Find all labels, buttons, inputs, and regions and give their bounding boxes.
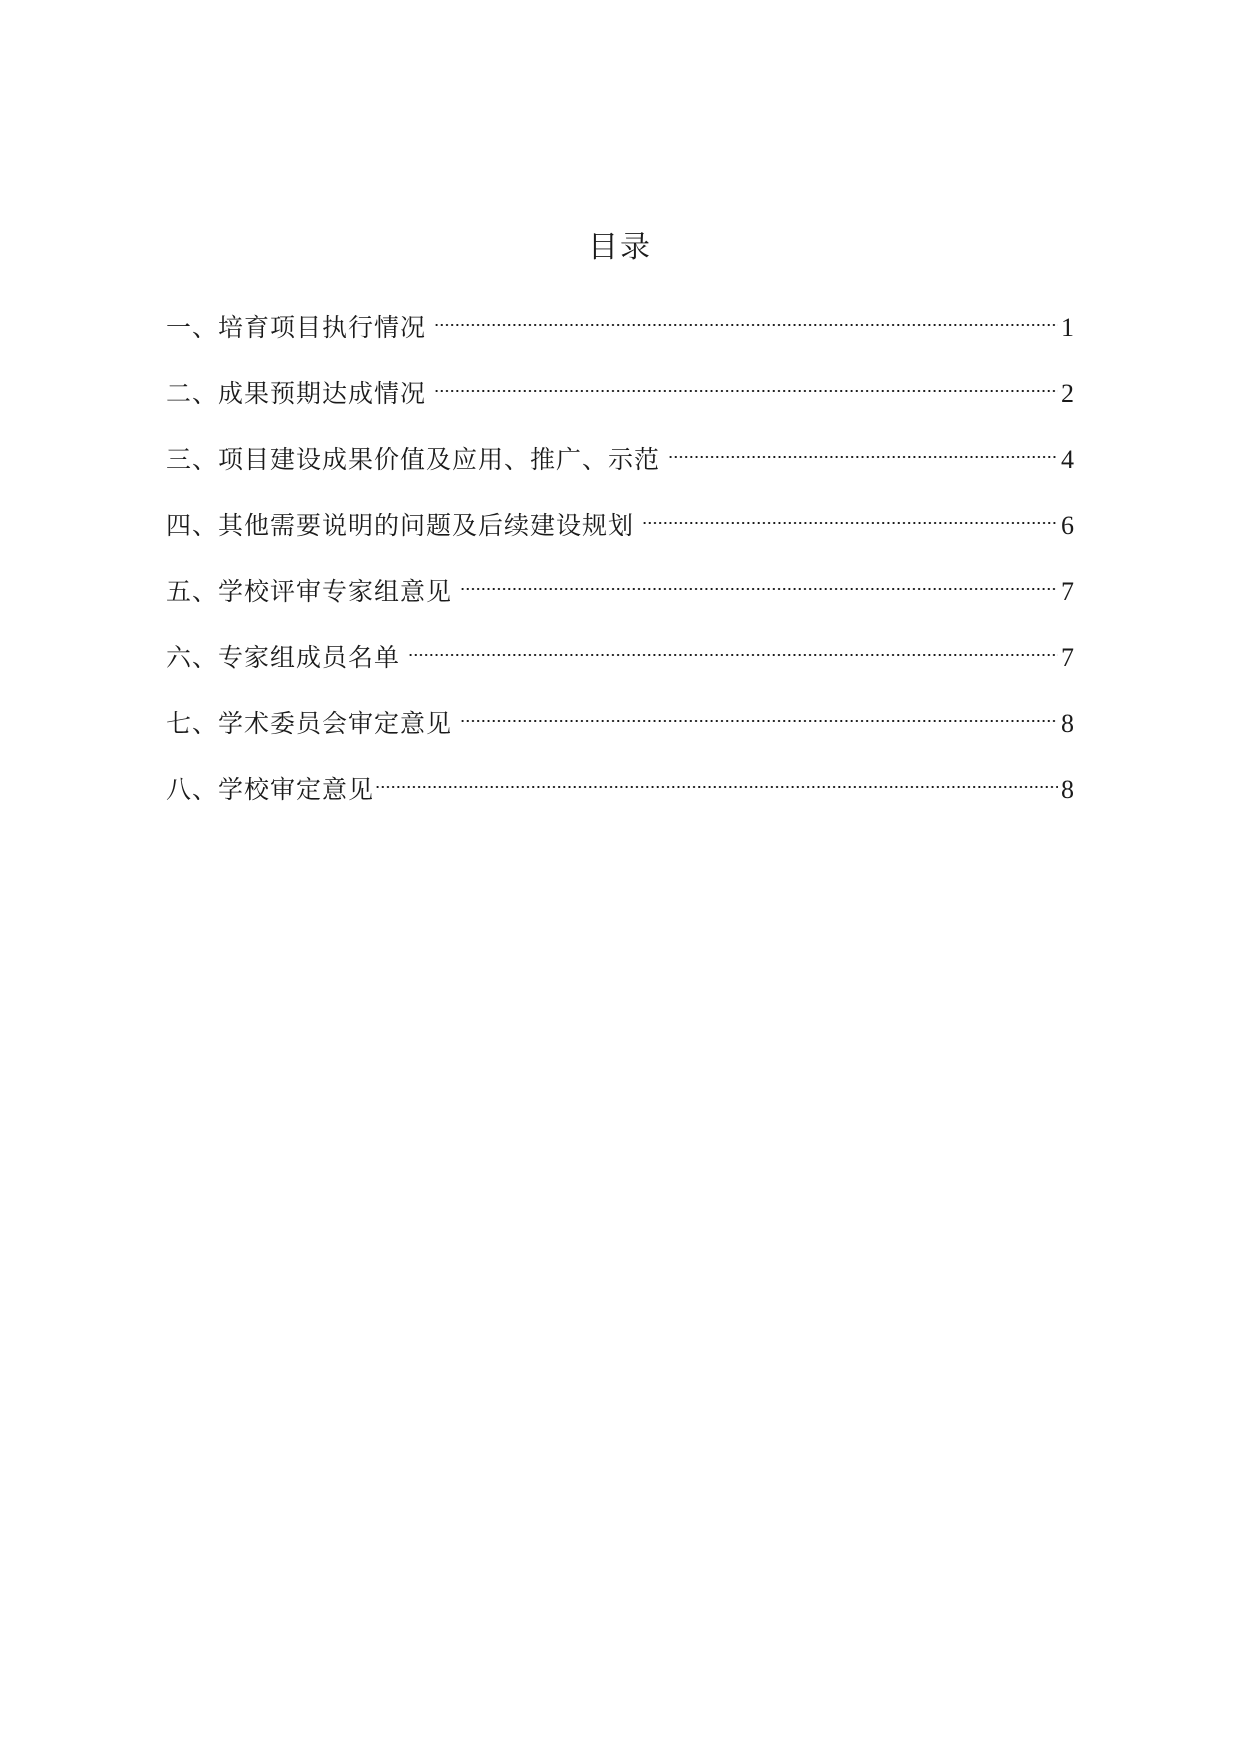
toc-entry-label: 一、培育项目执行情况 (166, 313, 427, 342)
toc-entry-7[interactable] (166, 692, 1074, 758)
toc-entry-6[interactable] (166, 626, 1074, 692)
toc-list (166, 296, 1074, 824)
toc-entry-label: 二、成果预期达成情况 (166, 379, 427, 408)
toc-entry-label: 四、其他需要说明的问题及后续建设规划 (166, 511, 635, 540)
toc-page-number: 7 (1061, 577, 1074, 606)
toc-dot-leader (434, 296, 1058, 336)
toc-dot-leader (434, 362, 1058, 402)
toc-entry-4[interactable] (166, 494, 1074, 560)
toc-page-number: 8 (1061, 709, 1074, 738)
toc-entry-label: 三、项目建设成果价值及应用、推广、示范 (166, 445, 661, 474)
toc-dot-leader (408, 626, 1058, 666)
toc-entry-2[interactable] (166, 362, 1074, 428)
toc-entry-1[interactable] (166, 296, 1074, 362)
toc-entry-label: 八、学校审定意见 (166, 775, 375, 804)
toc-dot-leader (460, 692, 1058, 732)
toc-page-number: 4 (1061, 445, 1074, 474)
toc-page-number: 7 (1061, 643, 1074, 672)
toc-page-number: 8 (1061, 775, 1074, 804)
toc-page-number: 6 (1061, 511, 1074, 540)
toc-entry-label: 六、专家组成员名单 (166, 643, 401, 672)
toc-title: 目录 (588, 230, 652, 265)
toc-dot-leader (642, 494, 1058, 534)
toc-entry-3[interactable] (166, 428, 1074, 494)
toc-entry-8[interactable] (166, 758, 1074, 824)
toc-entry-label: 五、学校评审专家组意见 (166, 577, 453, 606)
toc-page-number: 2 (1061, 379, 1074, 408)
toc-dot-leader (668, 428, 1058, 468)
toc-page-number: 1 (1061, 313, 1074, 342)
toc-dot-leader (375, 758, 1058, 798)
toc-entry-label: 七、学术委员会审定意见 (166, 709, 453, 738)
toc-dot-leader (460, 560, 1058, 600)
toc-entry-5[interactable] (166, 560, 1074, 626)
